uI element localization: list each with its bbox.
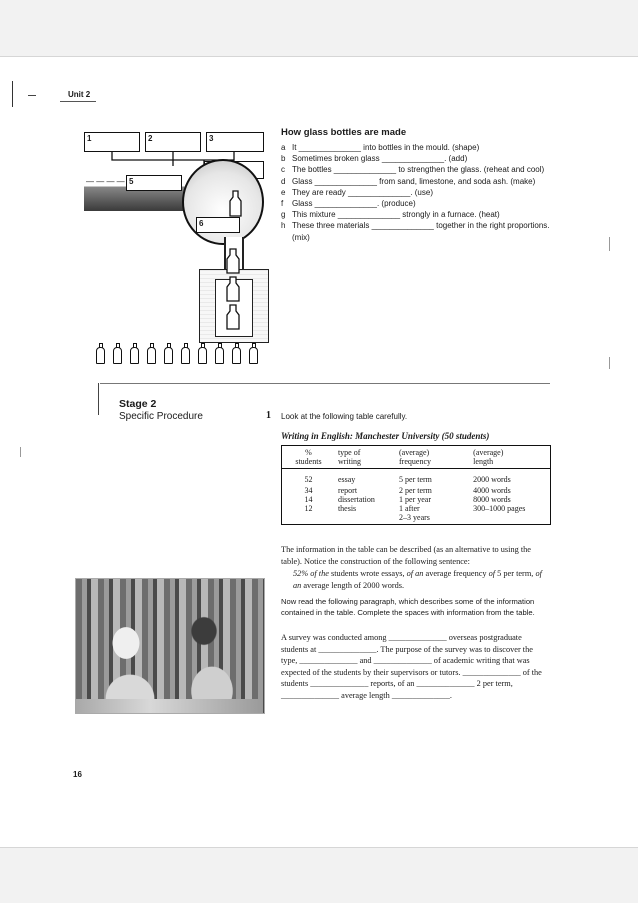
table-header: (average) frequency: [396, 446, 470, 469]
stage-title: Stage 2: [119, 398, 157, 410]
diagram-box-5: 5: [126, 175, 182, 191]
table-header: type of writing: [335, 446, 396, 469]
table-cell: 300–1000 pages: [473, 504, 526, 513]
table-cell: thesis: [337, 504, 357, 513]
table-cell: 8000 words: [473, 495, 511, 504]
diagram-box-3: 3: [206, 132, 264, 152]
list-item: h These three materials ______________ together in the right proportions. (mix): [281, 221, 550, 242]
bottle-icon: [113, 347, 122, 364]
table-cell: 1 after 2–3 years: [399, 504, 430, 522]
unit-underline: [60, 101, 96, 102]
bottle-icon: [215, 347, 224, 364]
edge-mark: [609, 357, 610, 369]
table-cell: 4000 words: [473, 486, 511, 495]
table-cell: 2 per term: [399, 486, 432, 495]
diagram-box-2: 2: [145, 132, 201, 152]
list-item: f Glass ______________. (produce): [281, 199, 416, 209]
exercise-title: How glass bottles are made: [281, 127, 407, 138]
writing-table: [281, 445, 551, 525]
list-item: g This mixture ______________ strongly in a furnace. (heat): [281, 210, 500, 220]
table-row: [282, 495, 551, 504]
list-item: c The bottles ______________ to strengthen the glass. (reheat and cool): [281, 165, 545, 175]
table-cell: report: [337, 486, 358, 495]
library-photo: [75, 578, 265, 714]
bottle-icon: [198, 347, 207, 364]
table-header: (average) length: [470, 446, 550, 469]
edge-mark: [20, 447, 21, 457]
corner-tick: [28, 95, 36, 96]
table-cell: dissertation: [337, 495, 375, 504]
bottle-icon: [130, 347, 139, 364]
finished-bottles-row: [96, 343, 264, 365]
list-item: a It ______________ into bottles in the mould. (shape): [281, 143, 480, 152]
diagram-box-6: 6: [196, 217, 240, 233]
bottle-icon: [164, 347, 173, 364]
question-text: Look at the following table carefully.: [281, 412, 408, 421]
exercise-list: [281, 142, 551, 243]
table-cell: 5 per term: [399, 475, 432, 484]
page-number: 16: [73, 770, 82, 779]
fill-in-paragraph: A survey was conducted among ______________ overseas postgraduate students at ______________. The purpose of the survey was to discover the type, ______________ and ______________ of academic writing that was expected of the students by their supervisors or tutors. ______________ of the students ______________ reports, of an ______________ 2 per term, ______________ average length ______________.: [281, 633, 542, 700]
list-item: e They are ready ______________. (use): [281, 187, 433, 197]
furnace-bottle: [226, 189, 246, 219]
table-header: % students: [282, 446, 335, 469]
instruction-text: Now read the following paragraph, which describes some of the information contained in the table. Complete the spaces with information from the table.: [281, 597, 535, 618]
table-title: Writing in English: Manchester University (50 students): [281, 431, 490, 441]
list-item: b Sometimes broken glass ______________. (add): [281, 154, 468, 164]
dashed-arrow: — — — —: [86, 177, 125, 186]
table-row: [282, 486, 551, 495]
bottle-icon: [249, 347, 258, 364]
table-cell: 2000 words: [473, 475, 511, 484]
question-number: 1: [266, 410, 271, 421]
table-header-row: [282, 446, 551, 469]
diagram-box-1: 1: [84, 132, 140, 152]
corner-mark: [12, 81, 19, 107]
table-cell: 1 per year: [399, 495, 431, 504]
table-description: The information in the table can be described (as an alternative to using the table). Notice the construction of the following sentence:: [281, 545, 531, 566]
library-photo-desk: [75, 699, 263, 713]
table-row: [282, 469, 551, 487]
bottle-icon: [232, 347, 241, 364]
table-cell: 14: [304, 495, 313, 504]
table-cell: essay: [337, 475, 356, 484]
list-item: d Glass ______________ from sand, limestone, and soda ash. (make): [281, 176, 536, 186]
textbook-page: [0, 56, 638, 848]
bottle-icon: [147, 347, 156, 364]
stage-subtitle: Specific Procedure: [119, 411, 203, 422]
table-cell: 34: [304, 486, 313, 495]
edge-mark: [609, 237, 610, 251]
mould-bottles: [218, 247, 248, 337]
unit-label: Unit 2: [68, 90, 91, 99]
stage-bracket: [98, 383, 99, 415]
table-cell: 52: [304, 475, 313, 484]
bottle-icon: [181, 347, 190, 364]
bottle-icon: [96, 347, 105, 364]
example-sentence: 52% of the students wrote essays, of an average frequency of 5 per term, of an average length of 2000 words.: [293, 569, 542, 590]
table-row: [282, 504, 551, 525]
stage-divider: [100, 383, 550, 384]
table-cell: 12: [304, 504, 313, 513]
